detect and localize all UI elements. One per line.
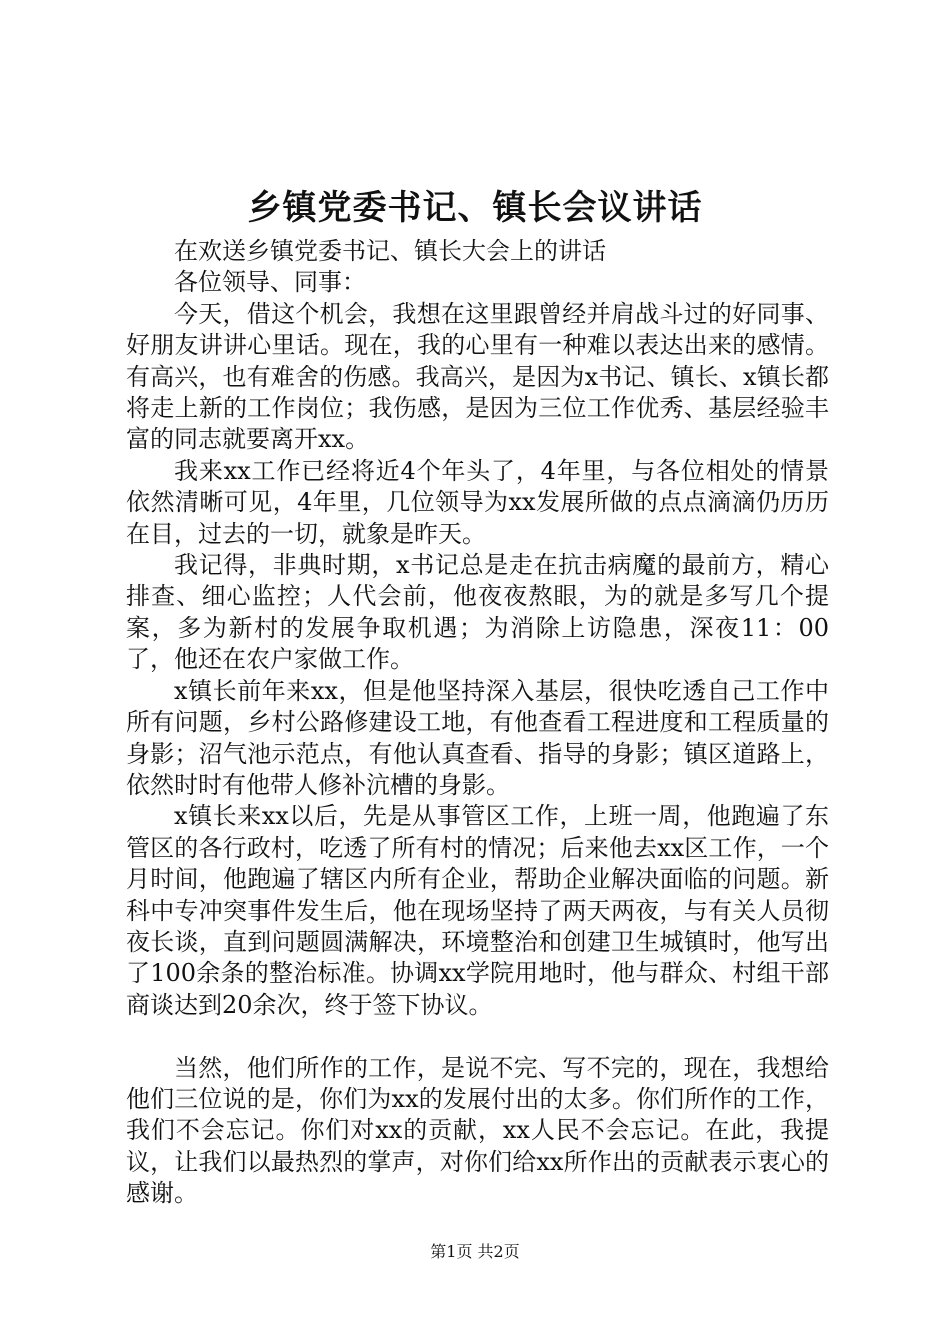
paragraph-1: 今天，借这个机会，我想在这里跟曾经并肩战斗过的好同事、好朋友讲讲心里话。现在，我的心里有一种难以表达出来的感情。有高兴，也有难舍的伤感。我高兴，是因为x书记、镇长、x镇长都将走上新的工作岗位；我伤感，是因为三位工作优秀、基层经验丰富的同志就要离开xx。: [126, 299, 829, 454]
speech-heading: 在欢送乡镇党委书记、镇长大会上的讲话: [174, 237, 606, 265]
paragraph-4: x镇长前年来xx，但是他坚持深入基层，很快吃透自己工作中所有问题，乡村公路修建设工地，有他查看工程进度和工程质量的身影；沼气池示范点，有他认真查看、指导的身影；镇区道路上，依然时时有他带人修补沆槽的身影。: [126, 676, 829, 799]
paragraph-5: x镇长来xx以后，先是从事管区工作，上班一周，他跑遍了东管区的各行政村，吃透了所有村的情况；后来他去xx区工作，一个月时间，他跑遍了辖区内所有企业，帮助企业解决面临的问题。新科中专冲突事件发生后，他在现场坚持了两天两夜，与有关人员彻夜长谈，直到问题圆满解决，环境整治和创建卫生城镇时，他写出了100余条的整治标准。协调xx学院用地时，他与群众、村组干部商谈达到20余次，终于签下协议。: [126, 802, 829, 1019]
paragraph-6: 当然，他们所作的工作，是说不完、写不完的，现在，我想给他们三位说的是，你们为xx的发展付出的太多。你们所作的工作，我们不会忘记。你们对xx的贡献，xx人民不会忘记。在此，我提议，让我们以最热烈的掌声，对你们给xx所作出的贡献表示衷心的感谢。: [126, 1053, 829, 1208]
document-title: 乡镇党委书记、镇长会议讲话: [247, 188, 703, 228]
paragraph-2: 我来xx工作已经将近4个年头了，4年里，与各位相处的情景依然清晰可见，4年里，几位领导为xx发展所做的点点滴滴仍历历在目，过去的一切，就象是昨天。: [126, 456, 829, 548]
salutation: 各位领导、同事：: [174, 268, 366, 297]
page-footer: 第1页 共2页: [430, 1242, 520, 1261]
paragraph-3: 我记得，非典时期，x书记总是走在抗击病魔的最前方，精心排查、细心监控；人代会前，他夜夜熬眼，为的就是多写几个提案，多为新村的发展争取机遇；为消除上访隐患，深夜11：00了，他还在农户家做工作。: [126, 551, 829, 674]
document-body: [126, 236, 829, 1210]
blank-line: [126, 1021, 829, 1052]
